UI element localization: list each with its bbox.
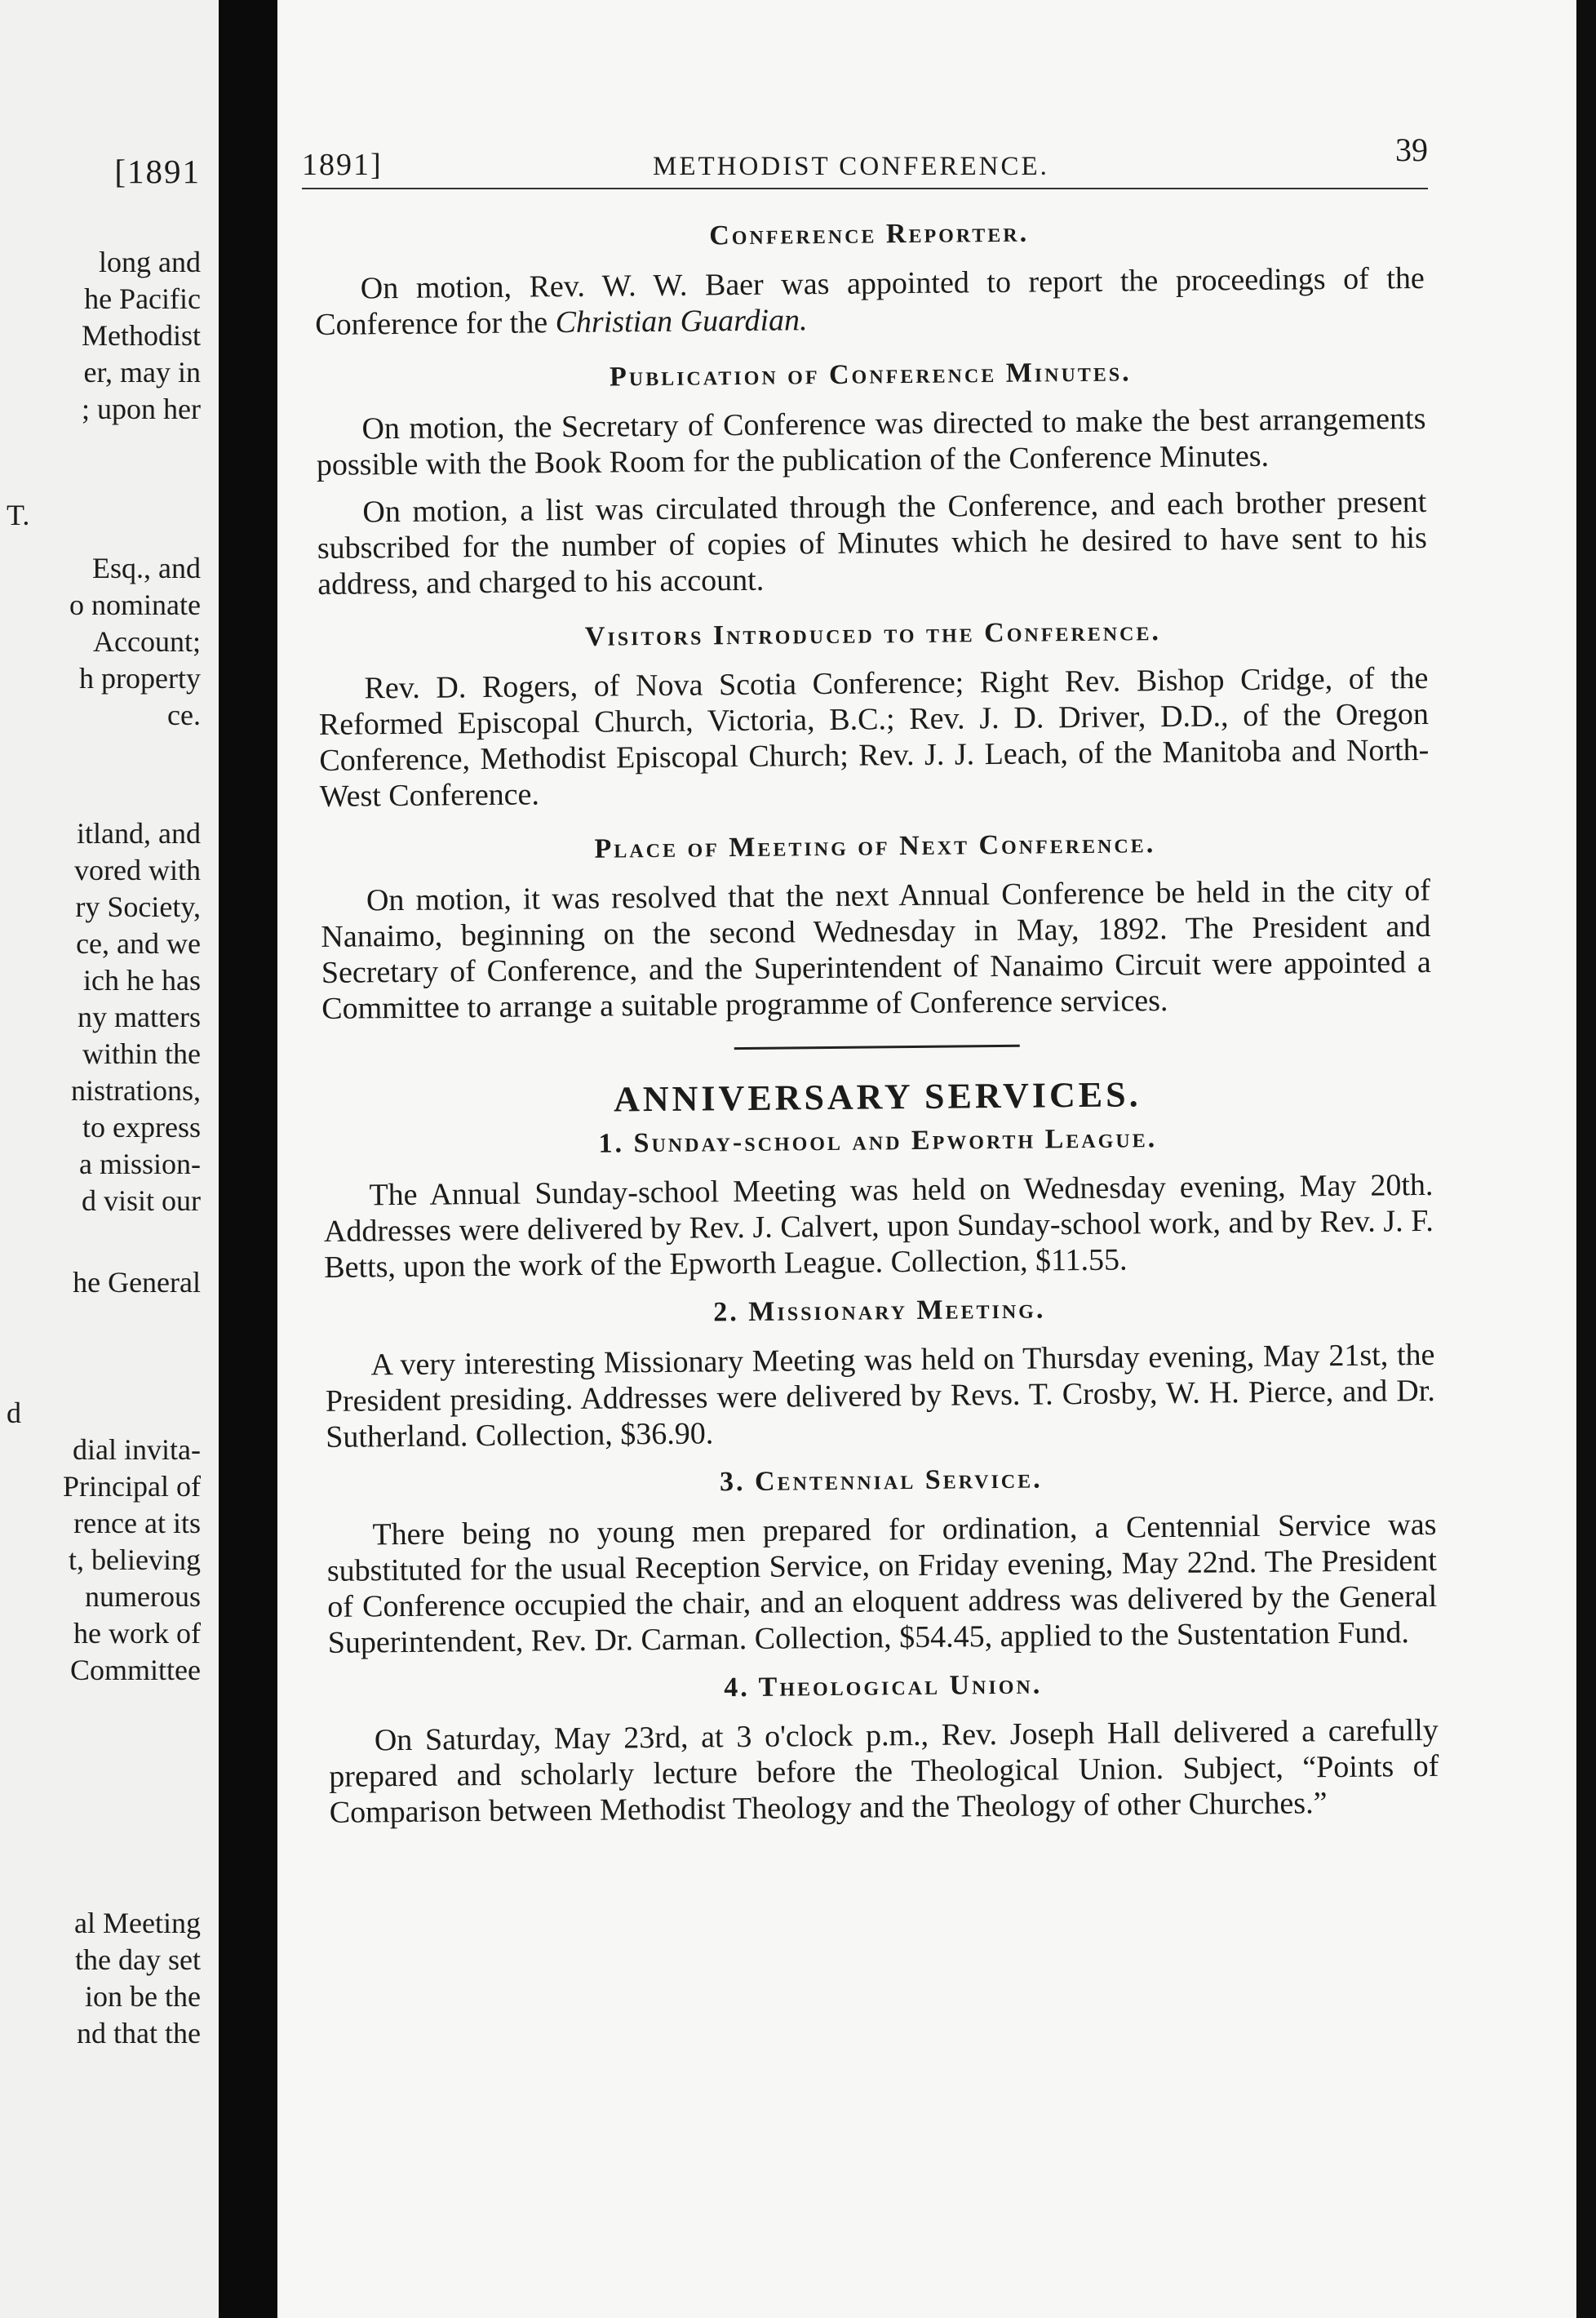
paragraph-reporter <box>315 260 1425 343</box>
paragraph-publication-1: On motion, the Secretary of Conference was directed to make the best arrangements possible with the Book Room for the publication of the Conference Minutes. <box>316 401 1426 482</box>
left-page-line: Methodist <box>81 319 201 352</box>
subheading-missionary: 2. Missionary Meeting. <box>713 1294 1046 1328</box>
left-page-line: al Meeting <box>74 1907 201 1939</box>
paragraph-visitors: Rev. D. Rogers, of Nova Scotia Conference; Right Rev. Bishop Cridge, of the Reformed Episcopal Church, Victoria, B.C.; Rev. J. D. Driver, D.D., of the Oregon Conference, Methodist Episcopal Church; Rev. J. J. Leach, of the Manitoba and North-West Conference. <box>318 660 1430 814</box>
left-page-line: T. <box>7 499 30 531</box>
anniversary-heading: ANNIVERSARY SERVICES. <box>613 1074 1142 1120</box>
left-page-line: ce. <box>167 699 201 731</box>
left-page-line: Account; <box>93 625 201 658</box>
running-head-year: 1891] <box>302 148 383 182</box>
left-page-line: o nominate <box>69 588 201 621</box>
left-page-header: [1891 <box>114 153 201 190</box>
paragraph-reporter-text: On motion, Rev. W. W. Baer was appointed to report the proceedings of the Conference for the <box>315 260 1425 342</box>
left-page-line: ; upon her <box>82 393 201 425</box>
left-page-line: ion be the <box>85 1980 201 2013</box>
left-page-line: ny matters <box>78 1001 201 1033</box>
left-page-line: long and <box>99 246 201 278</box>
left-page-line: er, may in <box>83 356 201 389</box>
page-body <box>314 210 1439 1831</box>
running-head <box>302 131 1428 189</box>
paragraph-publication-2: On motion, a list was circulated through the Conference, and each brother present subscribed for the number of copies of Minutes which he desired to have sent to his address, and charged to his account. <box>317 484 1427 602</box>
left-page-line: h property <box>79 662 201 695</box>
left-page-line: ry Society, <box>75 890 201 923</box>
left-page-line: a mission- <box>79 1148 201 1180</box>
section-heading-next-meeting: Place of Meeting of Next Conference. <box>594 828 1156 864</box>
page-edge <box>1576 0 1596 2318</box>
subheading-centennial: 3. Centennial Service. <box>719 1463 1043 1498</box>
subheading-theological: 4. Theological Union. <box>724 1669 1043 1703</box>
paragraph-theological: On Saturday, May 23rd, at 3 o'clock p.m., Rev. Joseph Hall delivered a carefully prepared and scholarly lecture before the Theological Union. Subject, “Points of Comparison between Methodist Theology and the Theology of other Churches.” <box>329 1712 1439 1830</box>
page-number: 39 <box>1395 131 1428 168</box>
left-page-line: Committee <box>70 1654 201 1686</box>
left-page-line: within the <box>82 1037 201 1070</box>
left-page-line: d visit our <box>81 1184 201 1217</box>
left-page-line: the day set <box>75 1943 201 1976</box>
left-page-line: vored with <box>74 854 201 886</box>
left-page-fragment <box>0 0 219 2318</box>
left-page-line: Esq., and <box>92 552 201 584</box>
left-page-line: to express <box>82 1111 201 1143</box>
paragraph-next-meeting: On motion, it was resolved that the next Annual Conference be held in the city of Nanaimo, beginning on the second Wednesday in May, 1892. The President and Secretary of Conference, and the Superintendent of Nanaimo Circuit were appointed a Committee to arrange a suitable programme of Conference services. <box>321 873 1431 1026</box>
left-page-line: ce, and we <box>76 927 201 960</box>
paragraph-missionary: A very interesting Missionary Meeting was held on Thursday evening, May 21st, the President presiding. Addresses were delivered by Revs. T. Crosby, W. H. Pierce, and Dr. Sutherland. Collection, $36.90. <box>325 1337 1436 1454</box>
running-head-title: METHODIST CONFERENCE. <box>653 152 1049 181</box>
section-heading-publication: Publication of Conference Minutes. <box>609 357 1132 393</box>
paragraph-sunday-school: The Annual Sunday-school Meeting was held on Wednesday evening, May 20th. Addresses were delivered by Rev. J. Calvert, upon Sunday-school work, and by Rev. J. F. Betts, upon the work of the Epworth League. Collection, $11.55. <box>323 1167 1434 1285</box>
book-gutter <box>219 0 277 2318</box>
left-page-line: t, believing <box>69 1543 201 1576</box>
left-page-line: nd that the <box>77 2017 201 2049</box>
left-page-line: he General <box>73 1266 201 1299</box>
left-page-line: numerous <box>85 1580 201 1613</box>
left-page-line: itland, and <box>77 817 201 850</box>
left-page-line: dial invita- <box>73 1433 201 1466</box>
left-page-line: ich he has <box>83 964 201 997</box>
left-page-line: he Pacific <box>84 282 201 315</box>
left-page-line: he work of <box>73 1617 201 1650</box>
section-divider <box>734 1045 1020 1050</box>
publication-title: Christian Guardian. <box>555 303 808 340</box>
subheading-sunday-school: 1. Sunday-school and Epworth League. <box>598 1123 1158 1159</box>
section-heading-reporter: Conference Reporter. <box>709 217 1030 251</box>
left-page-line: nistrations, <box>71 1074 201 1107</box>
left-page-line: rence at its <box>73 1507 201 1539</box>
left-page-line: d <box>7 1397 21 1429</box>
section-heading-visitors: Visitors Introduced to the Conference. <box>584 616 1162 652</box>
right-page <box>277 0 1576 2318</box>
left-page-line: Principal of <box>63 1470 201 1503</box>
paragraph-centennial: There being no young men prepared for ordination, a Centennial Service was substituted for the usual Reception Service, on Friday evening, May 22nd. The President of Conference occupied the chair, and an eloquent address was delivered by the General Superintendent, Rev. Dr. Carman. Collection, $54.45, applied to the Sustentation Fund. <box>326 1507 1438 1660</box>
